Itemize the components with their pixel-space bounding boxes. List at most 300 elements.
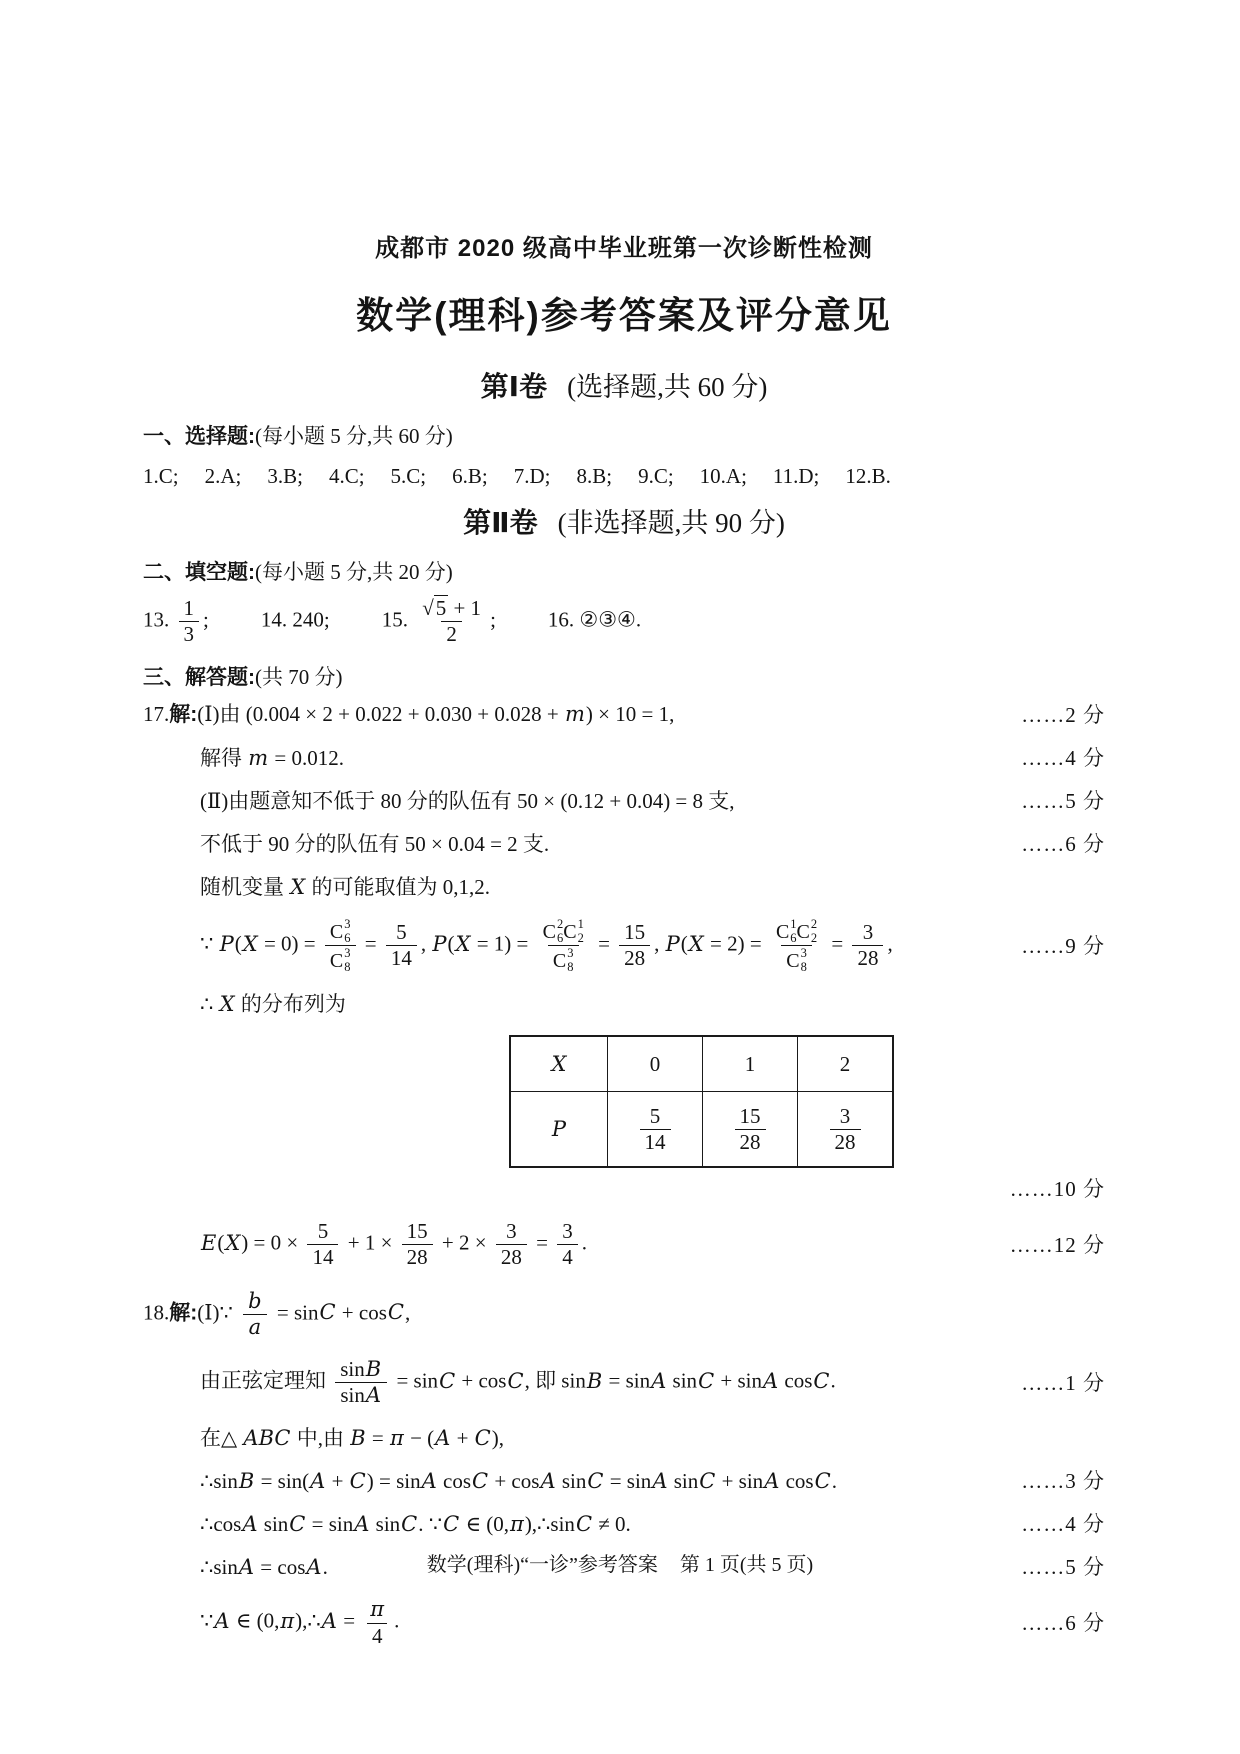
math-variable: A — [321, 1608, 337, 1633]
text-run: sin — [258, 1512, 289, 1537]
part2-heading — [143, 501, 1105, 541]
text-run: cos — [780, 1469, 814, 1494]
math-variable: A — [242, 1512, 258, 1537]
text-run: . ∵ — [418, 1512, 443, 1537]
q17-solution-b — [143, 1174, 1105, 1272]
math-variable: a — [248, 1314, 262, 1339]
math-variable: X — [225, 1230, 241, 1255]
denominator — [496, 1244, 527, 1270]
solution-line — [143, 1509, 1105, 1539]
math-variable: C — [698, 1368, 715, 1393]
mc-answer: 1.C; — [143, 464, 179, 488]
table-cell-x-label — [510, 1036, 608, 1092]
fraction — [852, 920, 883, 971]
document-title: 成都市 2020 级高中毕业班第一次诊断性检测 — [375, 235, 873, 262]
text-run: sin — [340, 1357, 365, 1381]
math-variable: C — [443, 1512, 460, 1537]
text-run: 在△ — [200, 1426, 243, 1451]
expression — [200, 786, 1011, 816]
numerator — [364, 1597, 390, 1622]
subscript: 2 — [810, 930, 818, 945]
math-variable: A — [764, 1469, 780, 1494]
text-run: 3 — [862, 920, 874, 945]
fraction: $\frac{5}{14}$ — [640, 1104, 671, 1155]
text-run: . — [831, 1469, 837, 1494]
fraction — [307, 1219, 338, 1270]
text-run: ( — [680, 931, 688, 956]
math-variable: m — [248, 746, 269, 771]
text-run: , — [654, 931, 665, 956]
expression — [200, 989, 1105, 1019]
expression — [200, 743, 1011, 773]
text-run: = cos — [255, 1555, 306, 1580]
math-variable: π — [280, 1608, 295, 1633]
text-run: 5 — [396, 920, 407, 945]
text-run: ) = 0 × — [241, 1230, 304, 1255]
numerator — [771, 917, 822, 945]
superscript: 3 — [567, 945, 574, 960]
subscript: 8 — [344, 959, 351, 974]
text-run: cos — [437, 1469, 472, 1494]
text-run: 的可能取值为 0,1,2. — [306, 875, 490, 900]
solution-line — [143, 786, 1105, 816]
fraction — [402, 1219, 433, 1270]
numerator — [557, 1219, 578, 1244]
numerator — [179, 596, 200, 621]
math-variable: P — [219, 931, 234, 956]
multiple-choice-answers — [143, 461, 1105, 491]
mc-answer: 11.D; — [772, 464, 820, 488]
text-run: = — [366, 1426, 389, 1451]
math-variable: A — [238, 1555, 255, 1580]
math-variable: ABC — [243, 1426, 291, 1451]
subscript: 6 — [790, 930, 797, 945]
mc-answer: 9.C; — [638, 464, 674, 488]
combination-symbol — [553, 947, 574, 975]
numerator — [417, 596, 486, 621]
table-cell — [798, 1092, 894, 1168]
text-run: = — [337, 1608, 361, 1633]
solution-line — [143, 594, 1105, 649]
combination-letter: C — [775, 920, 790, 943]
radical-sign: √ — [422, 596, 434, 620]
solution-line — [143, 1217, 1105, 1272]
fraction — [364, 1597, 390, 1648]
combination-indices — [344, 947, 350, 975]
denominator — [441, 621, 462, 647]
text-run: − ( — [404, 1426, 435, 1451]
math-variable: A — [310, 1469, 326, 1494]
combination-symbol — [776, 918, 797, 946]
table-cell: 0 — [608, 1036, 703, 1092]
section-solve-label: 三、解答题: — [143, 666, 255, 690]
expression — [200, 1423, 1105, 1453]
text-run: = sin — [271, 1300, 319, 1325]
page-content — [143, 228, 1105, 1664]
text-run: 28 — [857, 946, 879, 971]
text-run: = — [359, 931, 382, 956]
text-run: = 1) = — [471, 931, 534, 956]
footer-page-number: 第 1 页(共 5 页) — [679, 1554, 814, 1576]
mc-answer: 3.B; — [267, 464, 303, 488]
denominator — [548, 945, 579, 974]
text-run: 28 — [500, 1245, 522, 1270]
combination-indices — [801, 947, 807, 975]
text-run: 16. ②③④. — [547, 607, 642, 632]
text-run: 28 — [624, 946, 646, 971]
part1-name: 第Ⅰ卷 — [480, 371, 548, 402]
text-run: ∈ (0, — [230, 1608, 280, 1633]
numerator — [538, 917, 589, 945]
superscript: 3 — [344, 945, 351, 960]
radicand: 5 — [435, 596, 447, 620]
expression — [200, 1509, 1011, 1539]
mc-answer: 4.C; — [328, 464, 365, 488]
text-run: + sin — [715, 1368, 762, 1393]
denominator — [386, 945, 417, 971]
part2-note: (非选择题,共 90 分) — [557, 508, 785, 538]
expression — [143, 699, 1011, 730]
fraction — [179, 596, 200, 647]
combination-letter: C — [552, 949, 567, 972]
mc-answer: 12.B. — [845, 464, 891, 488]
answer-key-title: 数学(理科)参考答案及评分意见 — [356, 295, 892, 336]
numerator — [335, 1357, 387, 1382]
fraction — [335, 1357, 387, 1408]
text-run: 2 — [446, 622, 457, 647]
text-run: 13. — [143, 607, 175, 632]
math-variable: A — [651, 1368, 667, 1393]
superscript: 1 — [790, 916, 797, 931]
text-run: , 即 sin — [524, 1368, 586, 1393]
combination-indices — [811, 918, 817, 946]
text-run: ; — [203, 607, 209, 632]
text-run: sin — [556, 1469, 587, 1494]
section-choice — [143, 421, 1105, 452]
solution-line — [143, 1174, 1105, 1204]
denominator — [307, 1244, 338, 1270]
mc-answer: 10.A; — [699, 464, 747, 488]
combination-symbol — [543, 918, 564, 946]
part1-note: (选择题,共 60 分) — [567, 372, 768, 402]
fraction: $\frac{15}{28}$ — [735, 1104, 766, 1155]
math-variable: X — [290, 875, 306, 900]
text-run: 随机变量 — [200, 875, 290, 900]
text-run: + cos — [336, 1300, 387, 1325]
text-run: + — [451, 1426, 474, 1451]
text-run: 3 — [183, 622, 194, 647]
score-mark: ……12 分 — [1009, 1232, 1105, 1257]
text-run: , — [420, 931, 432, 956]
denominator — [402, 1244, 433, 1270]
text-run: + — [326, 1469, 349, 1494]
solution-line — [143, 829, 1105, 859]
fraction — [771, 917, 822, 974]
combination-letter: C — [542, 920, 556, 943]
combination-indices — [578, 918, 584, 946]
text-run: ), — [491, 1426, 504, 1451]
combination-symbol — [563, 918, 584, 946]
table-row — [510, 1036, 893, 1092]
section-fill-label: 二、填空题: — [143, 561, 255, 584]
text-run: + 1 × — [342, 1230, 398, 1255]
text-run: = — [592, 931, 616, 956]
math-variable: C — [507, 1368, 524, 1393]
subscript: 6 — [556, 930, 564, 945]
text-run: 15 — [624, 920, 646, 945]
math-variable: A — [652, 1469, 668, 1494]
text-run: ; — [490, 607, 496, 632]
text-run: . — [322, 1555, 328, 1580]
numerator — [242, 1289, 267, 1314]
expression — [200, 1355, 1011, 1410]
text-run: 4 — [371, 1623, 383, 1648]
math-variable: m — [565, 702, 585, 727]
text-run: ( — [447, 931, 455, 956]
text-run: ∈ (0, — [460, 1512, 509, 1537]
combination-letter: C — [329, 949, 344, 972]
text-run: = sin — [306, 1512, 354, 1537]
table-row — [510, 1092, 893, 1168]
text-run: = 0) = — [258, 931, 321, 956]
math-variable: A — [354, 1512, 370, 1537]
fraction — [417, 596, 486, 647]
solution-line — [143, 1595, 1105, 1650]
text-run: (Ⅰ)∵ — [197, 1300, 239, 1325]
text-run: , — [887, 931, 893, 956]
combination-letter: C — [786, 949, 800, 972]
section-choice-label: 一、选择题: — [143, 425, 255, 448]
math-variable: π — [370, 1597, 385, 1622]
text-run: 5 — [317, 1219, 329, 1244]
math-variable: C — [575, 1512, 593, 1537]
table-cell — [703, 1092, 798, 1168]
solution-line — [143, 1287, 1105, 1342]
table-cell: 2 — [798, 1036, 894, 1092]
text-run: 18. — [143, 1300, 170, 1325]
math-variable: X — [688, 931, 704, 956]
math-variable: A — [763, 1368, 779, 1393]
fraction — [538, 917, 589, 974]
fraction — [242, 1289, 267, 1340]
math-variable: C — [319, 1300, 336, 1325]
solution-line — [143, 915, 1105, 976]
math-variable: A — [435, 1426, 451, 1451]
text-run: = 2) = — [704, 931, 767, 956]
numerator — [313, 1219, 334, 1244]
bold-label: 解: — [169, 703, 198, 727]
expression — [200, 1217, 1000, 1272]
math-variable: A — [421, 1469, 437, 1494]
x-label: X — [551, 1051, 567, 1076]
text-run: 解得 — [200, 746, 248, 771]
mc-answer: 6.B; — [452, 464, 488, 488]
fraction — [386, 920, 417, 971]
fraction — [496, 1219, 527, 1270]
denominator — [367, 1623, 388, 1649]
combination-symbol — [330, 918, 351, 946]
combination-letter: C — [329, 920, 344, 943]
text-run: = sin — [604, 1469, 652, 1494]
text-run: sin — [340, 1383, 365, 1408]
numerator — [402, 1219, 433, 1244]
text-run: 14 — [312, 1245, 334, 1270]
solution-line — [143, 1355, 1105, 1410]
math-variable: B — [586, 1368, 603, 1393]
math-variable: C — [699, 1469, 716, 1494]
text-run: 28 — [406, 1245, 428, 1270]
mc-answer: 5.C; — [390, 464, 427, 488]
score-mark: ……5 分 — [1021, 789, 1105, 814]
math-variable: C — [587, 1469, 604, 1494]
numerator — [391, 920, 412, 945]
section-fill-note: (每小题 5 分,共 20 分) — [255, 560, 453, 584]
section-choice-note: (每小题 5 分,共 60 分) — [255, 424, 453, 448]
combination-letter: C — [563, 920, 577, 943]
fraction: $\frac{3}{28}$ — [830, 1104, 861, 1155]
math-variable: C — [814, 1469, 831, 1494]
math-variable: E — [201, 1230, 217, 1255]
text-run: ),∴sin — [524, 1512, 575, 1537]
text-run: 17. — [143, 702, 170, 727]
math-variable: X — [219, 992, 235, 1017]
text-run: , — [404, 1300, 411, 1325]
bold-label: 解: — [169, 1301, 198, 1325]
fraction — [557, 1219, 578, 1270]
text-run: sin — [370, 1512, 401, 1537]
text-run: ) × 10 = 1, — [585, 702, 675, 727]
text-run: ( — [217, 1230, 225, 1255]
denominator — [325, 945, 356, 974]
text-run: ≠ 0. — [593, 1512, 631, 1537]
combination-letter: C — [796, 920, 810, 943]
math-variable: A — [306, 1555, 322, 1580]
expression — [143, 1287, 1105, 1342]
math-variable: C — [401, 1512, 418, 1537]
math-variable: π — [510, 1512, 524, 1537]
fraction — [619, 920, 650, 971]
text-run: . — [394, 1608, 400, 1633]
mc-answer: 7.D; — [513, 464, 551, 488]
text-run: ),∴ — [295, 1608, 321, 1633]
combination-symbol — [797, 918, 818, 946]
math-variable: C — [472, 1469, 489, 1494]
text-run: 15. — [381, 607, 414, 632]
text-run: 4 — [562, 1245, 573, 1270]
math-variable: X — [242, 931, 258, 956]
score-mark: ……4 分 — [1021, 746, 1105, 771]
solution-line — [143, 1423, 1105, 1453]
solution-line — [143, 1466, 1105, 1496]
denominator — [852, 945, 883, 971]
text-run: 由正弦定理知 — [200, 1368, 332, 1393]
text-run: + sin — [716, 1469, 764, 1494]
text-run: 不低于 90 分的队伍有 50 × 0.04 = 2 支. — [200, 832, 550, 857]
solution-line — [143, 872, 1105, 902]
expression — [200, 915, 1011, 976]
denominator — [179, 621, 200, 647]
text-run: = sin — [391, 1368, 439, 1393]
text-run: = — [530, 1230, 554, 1255]
text-run: cos — [779, 1368, 813, 1393]
score-mark: ……2 分 — [1021, 702, 1105, 727]
score-mark: ……4 分 — [1021, 1512, 1105, 1537]
math-variable: X — [455, 931, 471, 956]
math-variable: B — [238, 1469, 255, 1494]
denominator — [619, 945, 650, 971]
math-variable: B — [365, 1357, 382, 1381]
text-run: = 0.012. — [269, 746, 345, 771]
superscript: 2 — [556, 916, 564, 931]
math-variable: C — [387, 1300, 404, 1325]
numerator — [325, 917, 356, 945]
text-run: sin — [667, 1368, 698, 1393]
superscript: 3 — [344, 916, 351, 931]
denominator — [335, 1382, 387, 1408]
math-variable: A — [214, 1608, 230, 1633]
section-solve-note: (共 70 分) — [255, 665, 343, 690]
section-solve — [143, 662, 1105, 693]
denominator — [243, 1314, 268, 1340]
text-run: ∴sin — [200, 1555, 238, 1580]
subscript: 8 — [567, 959, 574, 974]
section-fill — [143, 557, 1105, 588]
text-run: = — [826, 931, 849, 956]
text-run: ∵ — [200, 931, 219, 956]
text-run: + cos — [456, 1368, 507, 1393]
numerator — [858, 920, 879, 945]
score-mark: ……10 分 — [1009, 1177, 1105, 1202]
score-mark: ……1 分 — [1021, 1370, 1105, 1395]
fraction — [325, 917, 356, 974]
score-mark: ……3 分 — [1021, 1469, 1105, 1494]
p-label: P — [551, 1116, 567, 1141]
solution-line — [143, 989, 1105, 1019]
numerator — [619, 920, 650, 945]
solution-line — [143, 743, 1105, 773]
subscript: 8 — [800, 959, 807, 974]
text-run: 3 — [562, 1219, 573, 1244]
mc-answer: 2.A; — [204, 464, 242, 488]
text-run: ∴ — [200, 992, 219, 1017]
superscript: 1 — [577, 916, 584, 931]
text-run: ( — [234, 931, 242, 956]
text-run: (Ⅱ)由题意知不低于 80 分的队伍有 50 × (0.12 + 0.04) = 8 支, — [200, 789, 735, 814]
superscript: 2 — [810, 916, 818, 931]
subscript: 2 — [577, 930, 584, 945]
distribution-table — [509, 1035, 894, 1168]
text-run: + cos — [489, 1469, 540, 1494]
numerator — [501, 1219, 522, 1244]
mc-answer: 8.B; — [576, 464, 613, 488]
expression — [143, 594, 1105, 649]
score-mark: ……9 分 — [1021, 933, 1105, 958]
q18-solution — [143, 1287, 1105, 1651]
math-variable: P — [432, 931, 447, 956]
denominator — [557, 1244, 578, 1270]
math-variable: C — [813, 1368, 830, 1393]
solution-line — [143, 699, 1105, 730]
expression — [200, 829, 1011, 859]
score-mark: ……6 分 — [1021, 1611, 1105, 1636]
text-run: ) = sin — [366, 1469, 421, 1494]
q17-solution-a — [143, 699, 1105, 1019]
denominator — [781, 945, 812, 974]
text-run: 14 — [390, 946, 412, 971]
text-run: . — [581, 1230, 587, 1255]
subscript: 6 — [344, 930, 351, 945]
text-run: = sin( — [255, 1469, 310, 1494]
